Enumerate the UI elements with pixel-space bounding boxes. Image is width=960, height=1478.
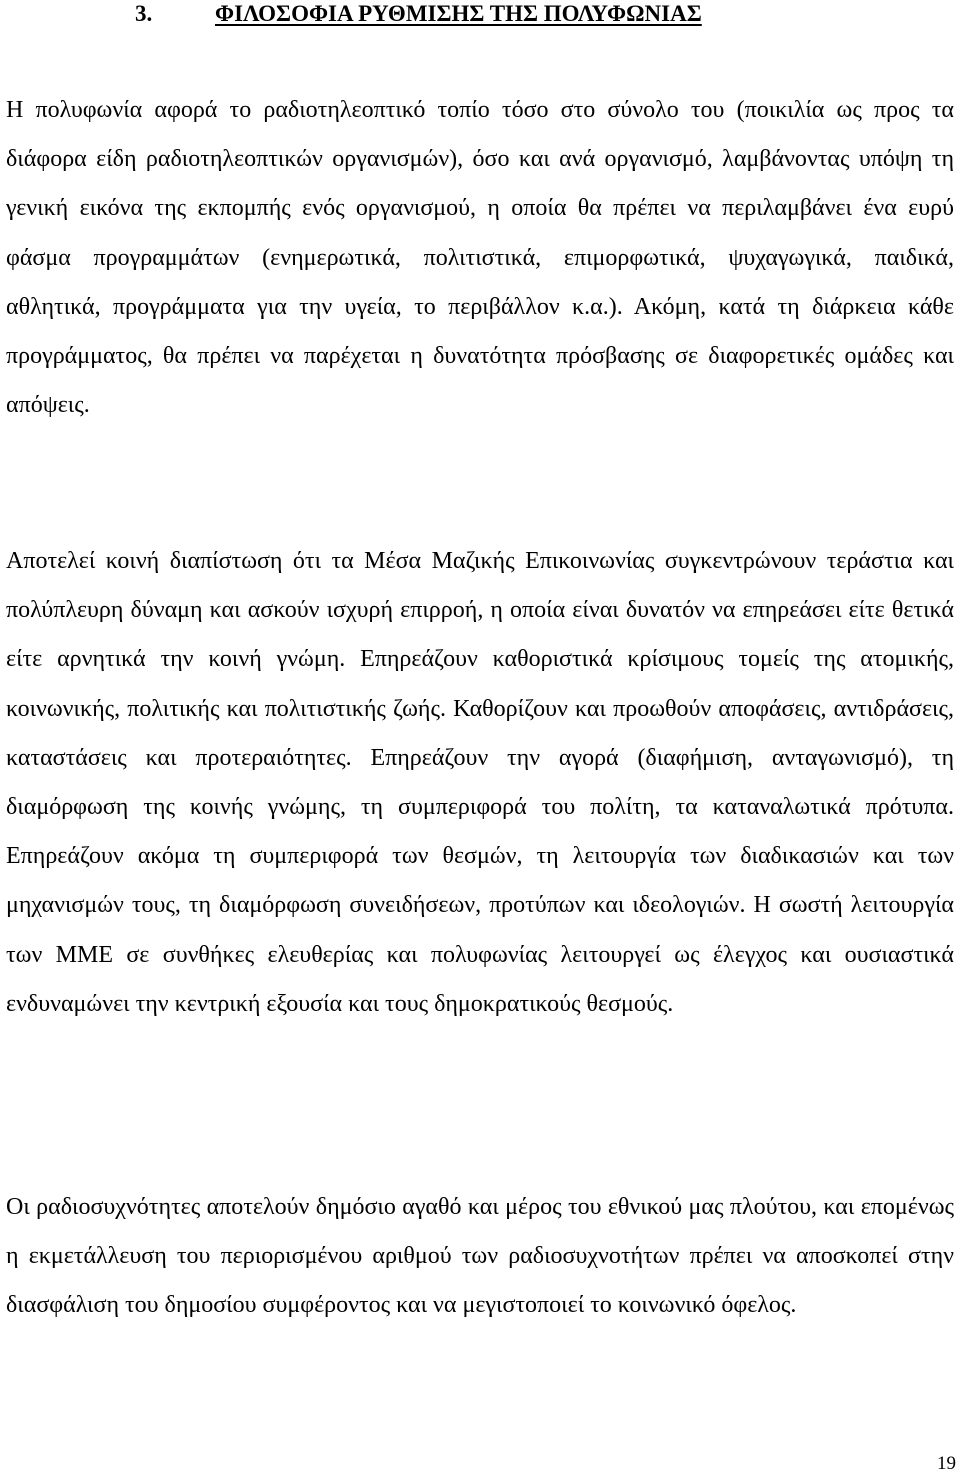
section-heading bbox=[135, 0, 702, 28]
paragraph-mass-media-influence: Αποτελεί κοινή διαπίστωση ότι τα Μέσα Μαζικής Επικοινωνίας συγκεντρώνουν τεράστια και πολύπλευρη δύναμη και ασκούν ισχυρή επιρροή, η οποία είναι δυνατόν να επηρεάσει είτε θετικά είτε αρνητικά την κοινή γνώμη. Επηρεάζουν καθοριστικά κρίσιμους τομείς της ατομικής, κοινωνικής, πολιτικής και πολιτιστικής ζωής. Καθορίζουν και προωθούν αποφάσεις, αντιδράσεις, καταστάσεις και προτεραιότητες. Επηρεάζουν την αγορά (διαφήμιση, ανταγωνισμό), τη διαμόρφωση της κοινής γνώμης, τη συμπεριφορά του πολίτη, τα καταναλωτικά πρότυπα. Επηρεάζουν ακόμα τη συμπεριφορά των θεσμών, τη λειτουργία των διαδικασιών και των μηχανισμών τους, τη διαμόρφωση συνειδήσεων, προτύπων και ιδεολογιών. Η σωστή λειτουργία των ΜΜΕ σε συνθήκες ελευθερίας και πολυφωνίας λειτουργεί ως έλεγχος και ουσιαστικά ενδυναμώνει την κεντρική εξουσία και τους δημοκρατικούς θεσμούς. bbox=[6, 548, 954, 1017]
page-number: 19 bbox=[937, 1453, 956, 1474]
section-title: ΦΙΛΟΣΟΦΙΑ ΡΥΘΜΙΣΗΣ ΤΗΣ ΠΟΛΥΦΩΝΙΑΣ bbox=[215, 1, 702, 26]
section-number: 3. bbox=[135, 1, 153, 26]
paragraph-pluralism-scope: Η πολυφωνία αφορά το ραδιοτηλεοπτικό τοπίο τόσο στο σύνολο του (ποικιλία ως προς τα διάφορα είδη ραδιοτηλεοπτικών οργανισμών), όσο και ανά οργανισμό, λαμβάνοντας υπόψη τη γενική εικόνα της εκπομπής ενός οργανισμού, η οποία θα πρέπει να περιλαμβάνει ένα ευρύ φάσμα προγραμμάτων (ενημερωτικά, πολιτιστικά, επιμορφωτικά, ψυχαγωγικά, παιδικά, αθλητικά, προγράμματα για την υγεία, το περιβάλλον κ.α.). Ακόμη, κατά τη διάρκεια κάθε προγράμματος, θα πρέπει να παρέχεται η δυνατότητα πρόσβασης σε διαφορετικές ομάδες και απόψεις. bbox=[6, 97, 954, 419]
paragraph-radio-frequencies: Οι ραδιοσυχνότητες αποτελούν δημόσιο αγαθό και μέρος του εθνικού μας πλούτου, και επομένως η εκμετάλλευση του περιορισμένου αριθμού των ραδιοσυχνοτήτων πρέπει να αποσκοπεί στην διασφάλιση του δημοσίου συμφέροντος και να μεγιστοποιεί το κοινωνικό όφελος. bbox=[6, 1194, 954, 1319]
